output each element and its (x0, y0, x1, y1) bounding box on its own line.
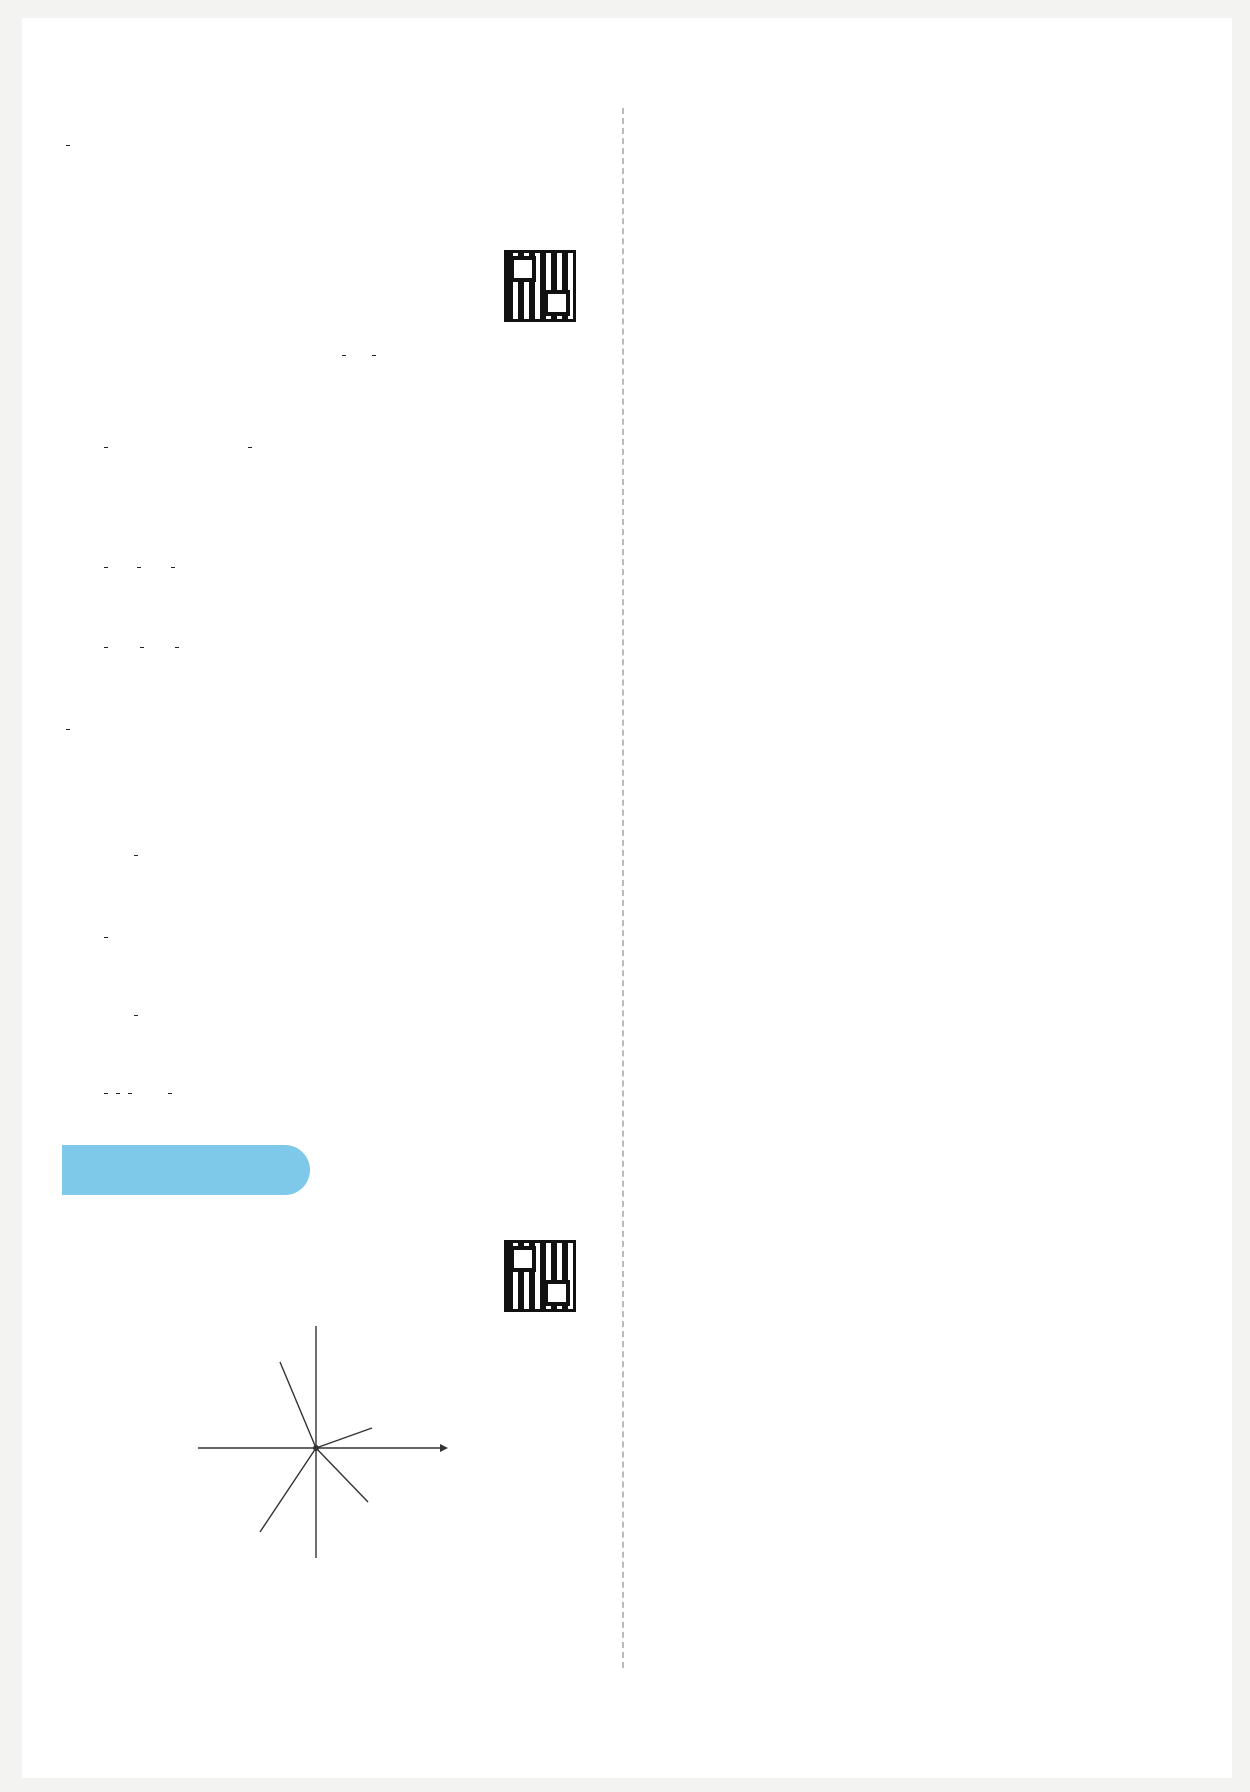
chapter-banner (62, 1145, 310, 1195)
ray-bumper-car (316, 1448, 368, 1502)
column-divider (622, 108, 624, 1668)
ray-flying-car (316, 1428, 372, 1448)
east-arrow (440, 1444, 448, 1452)
s4-q3 (100, 1078, 176, 1106)
s4-q1-equation (130, 840, 142, 868)
s3-q1 (62, 552, 197, 580)
s4-q1 (62, 714, 74, 742)
s1-q4 (244, 426, 280, 461)
s1-q2 (338, 340, 380, 368)
s2-line (62, 502, 221, 530)
direction-diagram-1 (162, 1318, 482, 1568)
s3-q2 (100, 632, 199, 660)
s1-q3 (100, 426, 136, 461)
s4-q2b (130, 1000, 142, 1028)
fountain-dot (313, 1445, 319, 1451)
ray-time-tunnel (260, 1448, 316, 1532)
qr-code-icon[interactable] (504, 250, 576, 322)
answer-page (22, 18, 1232, 1778)
ray-mouse (280, 1362, 316, 1448)
q7-line (62, 130, 74, 158)
qr-code-icon[interactable] (504, 1240, 576, 1312)
s4-q2 (100, 922, 112, 950)
